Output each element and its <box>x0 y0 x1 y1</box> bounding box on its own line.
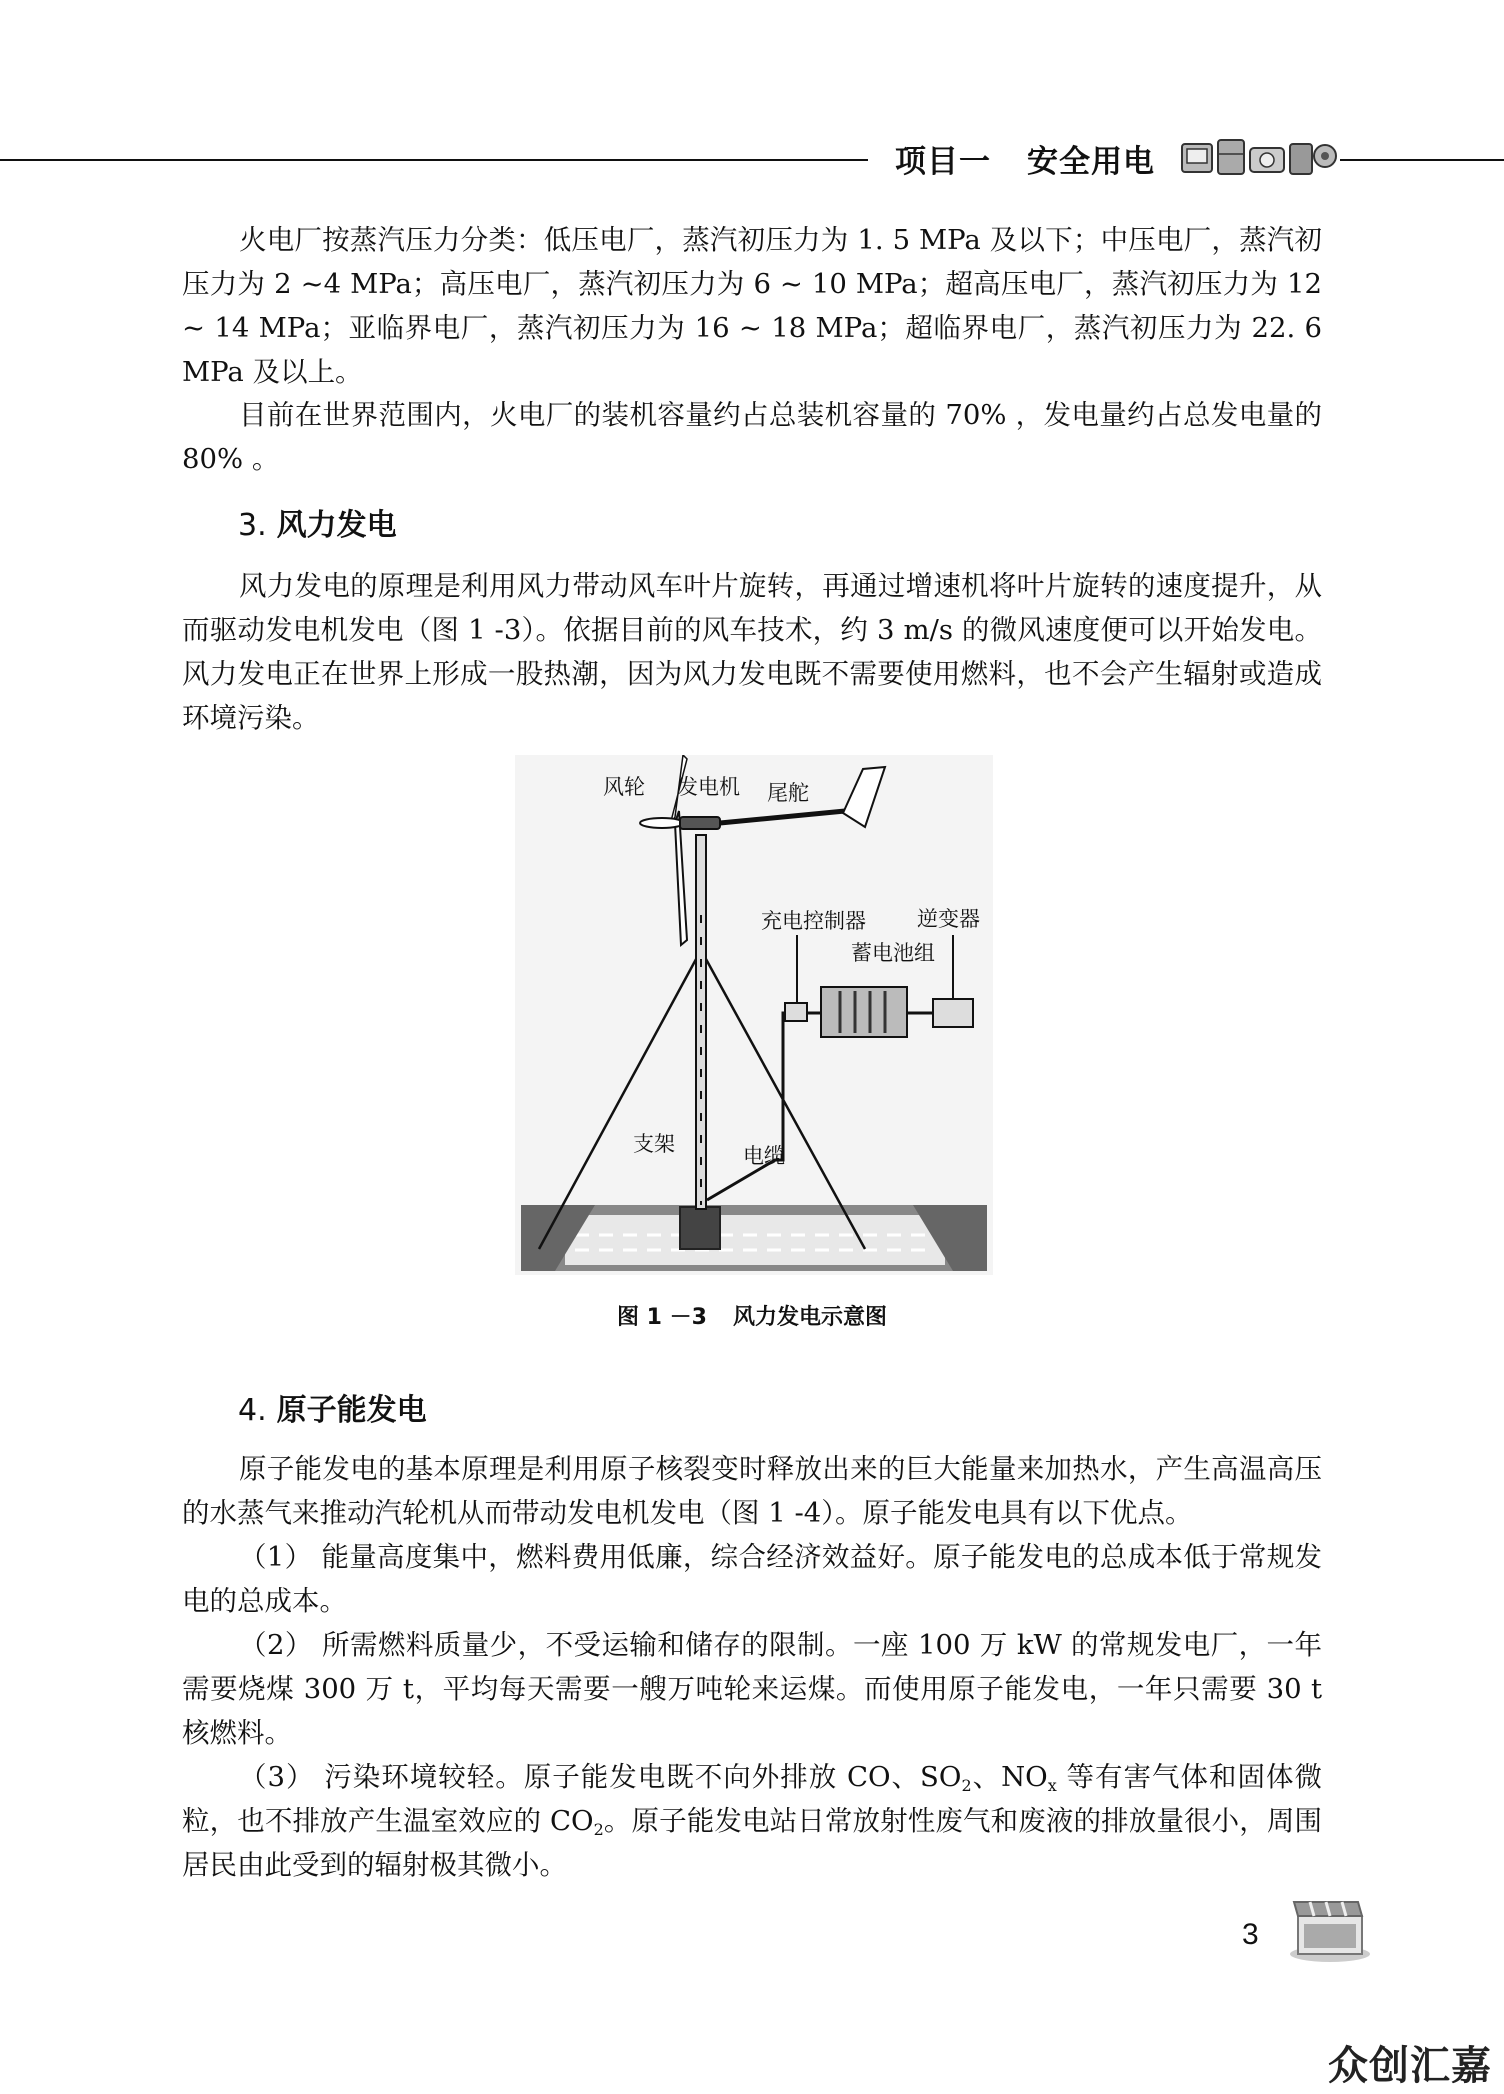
p7-part-b: 、NO <box>971 1761 1048 1793</box>
header-rule-right <box>1340 159 1504 161</box>
header-project: 项目一 <box>895 144 991 180</box>
paragraph-thermal-share: 目前在世界范围内，火电厂的装机容量约占总装机容量的 70% ，发电量约占总发电量的 80% 。 <box>182 399 1322 475</box>
generator-nacelle <box>680 817 720 829</box>
p7-part-d: 。原子能发电站日常放射性废气和废液的排放量很小，周围居民由此受到的辐射极其微小。 <box>182 1805 1323 1881</box>
section-title-wind <box>238 500 397 544</box>
section-heading: 原子能发电 <box>276 1393 427 1428</box>
charge-controller <box>785 1003 807 1021</box>
rotor-hub <box>640 818 684 828</box>
page-number: 3 <box>1242 1918 1259 1951</box>
paragraph-nuclear-principle: 原子能发电的基本原理是利用原子核裂变时释放出来的巨大能量来加热水，产生高温高压的水蒸气来推动汽轮机从而带动发电机发电（图 1 -4）。原子能发电具有以下优点。 <box>182 1453 1322 1529</box>
wind-turbine-drawing <box>515 755 993 1275</box>
inverter-box <box>933 999 973 1027</box>
caption-number: 图 1 －3 <box>617 1305 707 1330</box>
tower-support <box>696 835 706 1209</box>
clapperboard-icon <box>1280 1892 1370 1964</box>
label-charge-controller: 充电控制器 <box>761 909 866 933</box>
section-heading: 风力发电 <box>276 508 397 543</box>
watermark: 众创汇嘉 <box>1328 2043 1492 2089</box>
paragraph-advantage-1: （1） 能量高度集中，燃料费用低廉，综合经济效益好。原子能发电的总成本低于常规发电的总成本。 <box>182 1541 1322 1617</box>
label-cable: 电缆 <box>743 1144 785 1168</box>
label-generator: 发电机 <box>677 775 740 799</box>
section-number: 4. <box>238 1393 267 1428</box>
p7-part-a: （3） 污染环境较轻。原子能发电既不向外排放 CO、SO <box>239 1761 962 1793</box>
header-title <box>895 136 1155 181</box>
paragraph-steam-pressure: 火电厂按蒸汽压力分类：低压电厂，蒸汽初压力为 1. 5 MPa 及以下；中压电厂，蒸汽初压力为 2 ~4 MPa；高压电厂，蒸汽初压力为 6 ~ 10 MPa；超高压电厂，蒸汽初压力为 12 ~ 14 MPa；亚临界电厂，蒸汽初压力为 16 ~ 18 MPa；超临界电厂，蒸汽初压力为 22. 6 MPa 及以上。 <box>182 224 1322 388</box>
subscript-nox: x <box>1047 1776 1057 1795</box>
battery-bank <box>821 987 907 1037</box>
header-rule-left <box>0 159 868 161</box>
p7-part-c: 等有害气体和固体微粒，也不排放产生温室效应的 CO <box>182 1761 1322 1837</box>
label-battery: 蓄电池组 <box>851 941 935 965</box>
label-support: 支架 <box>633 1132 675 1156</box>
wind-power-diagram <box>515 755 993 1275</box>
label-inverter: 逆变器 <box>917 907 980 931</box>
header-chapter-title: 安全用电 <box>1027 144 1155 180</box>
section-number: 3. <box>238 508 267 543</box>
foundation <box>680 1207 720 1249</box>
caption-text: 风力发电示意图 <box>732 1305 887 1330</box>
appliance-icons <box>1180 134 1338 178</box>
label-rotor: 风轮 <box>603 775 645 799</box>
section-title-nuclear <box>238 1385 427 1429</box>
paragraph-wind-power: 风力发电的原理是利用风力带动风车叶片旋转，再通过增速机将叶片旋转的速度提升，从而驱动发电机发电（图 1 -3）。依据目前的风车技术，约 3 m/s 的微风速度便可以开始发电。风力发电正在世界上形成一股热潮，因为风力发电既不需要使用燃料，也不会产生辐射或造成环境污染。 <box>182 570 1322 734</box>
paragraph-advantage-3 <box>182 1755 1322 1887</box>
subscript-so2: 2 <box>961 1776 972 1795</box>
subscript-co2: 2 <box>593 1820 604 1839</box>
paragraph-advantage-2: （2） 所需燃料质量少，不受运输和储存的限制。一座 100 万 kW 的常规发电厂，一年需要烧煤 300 万 t，平均每天需要一艘万吨轮来运煤。而使用原子能发电，一年只需要 30 t 核燃料。 <box>182 1629 1322 1749</box>
label-tail: 尾舵 <box>767 781 809 805</box>
figure-caption <box>0 1300 1504 1331</box>
